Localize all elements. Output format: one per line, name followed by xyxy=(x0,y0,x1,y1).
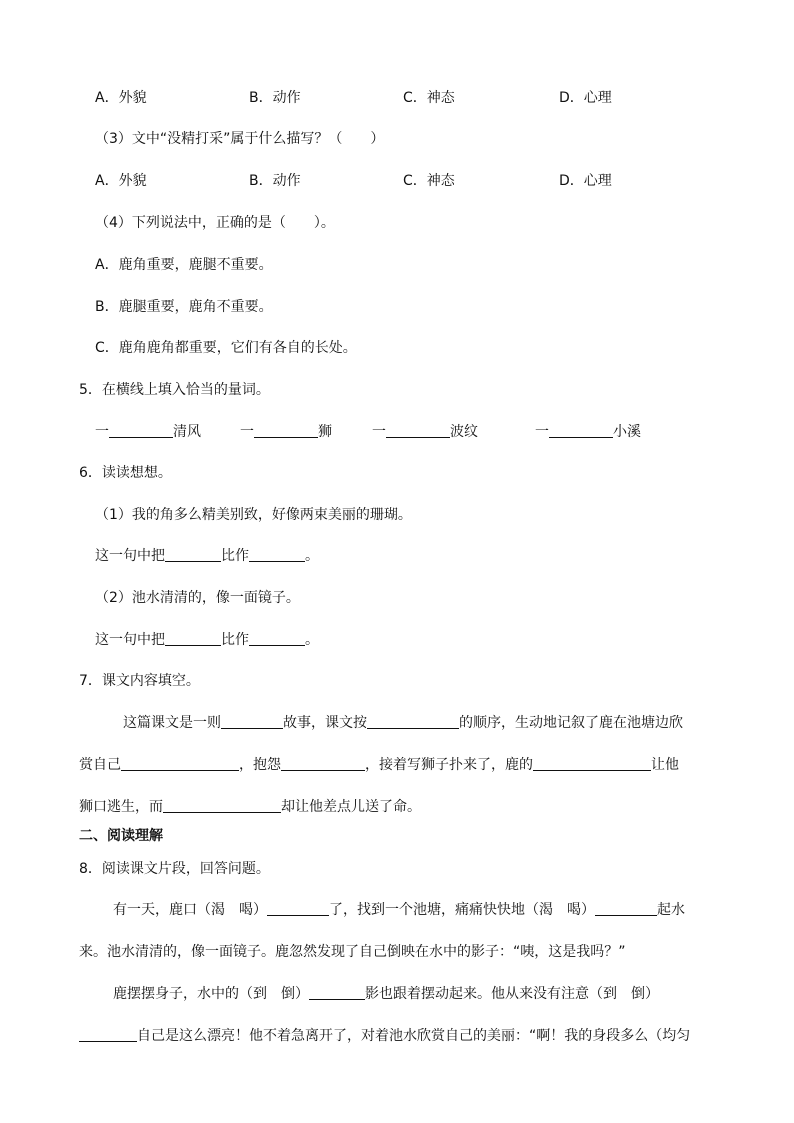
q4-2-option-b[interactable]: B．动作 xyxy=(249,90,301,106)
q4-2-option-d[interactable]: D．心理 xyxy=(559,90,612,106)
q8-blank-4[interactable] xyxy=(79,1027,137,1042)
q4-3-option-a[interactable]: A．外貌 xyxy=(95,173,147,189)
q4-3-option-b[interactable]: B．动作 xyxy=(249,173,301,189)
q6-2-blank-a[interactable] xyxy=(165,631,221,646)
q6-fill-2: 这一句中把 比作 。 xyxy=(95,632,319,648)
q4-2-option-c[interactable]: C．神态 xyxy=(403,90,455,106)
q6-fill-1: 这一句中把 比作 。 xyxy=(95,548,319,564)
q5-blank-4[interactable] xyxy=(549,423,613,438)
q7-blank-5[interactable] xyxy=(533,756,651,771)
q8-para-line-4: 自己是这么漂亮！他不着急离开了，对着池水欣赏自己的美丽：“啊！我的身段多么（均匀 xyxy=(79,1026,690,1046)
q7-line-1: 这篇课文是一则 故事，课文按 的顺序，生动地记叙了鹿在池塘边欣 xyxy=(123,715,683,731)
q5-item-3: 一 波纹 xyxy=(372,424,478,440)
q7-line-3: 狮口逃生，而 却让他差点儿送了命。 xyxy=(79,799,421,815)
q7-blank-4[interactable] xyxy=(281,756,365,771)
q7-blank-3[interactable] xyxy=(121,756,239,771)
section-2-title: 二、阅读理解 xyxy=(79,828,163,844)
q7-line-2: 赏自己 ，抱怨 ，接着写狮子扑来了，鹿的 让他 xyxy=(79,757,679,773)
q6-2-blank-b[interactable] xyxy=(249,631,305,646)
q6-sentence-2: （2）池水清清的，像一面镜子。 xyxy=(95,590,300,606)
q7-blank-1[interactable] xyxy=(221,714,283,729)
q8-para-line-1: 有一天，鹿口（渴 喝） 了，找到一个池塘，痛痛快快地（渴 喝） 起水 xyxy=(113,902,685,918)
q8-blank-3[interactable] xyxy=(309,985,365,1000)
q5-item-1: 一 清风 xyxy=(95,424,201,440)
q7-blank-6[interactable] xyxy=(163,798,281,813)
q7-title: 7．课文内容填空。 xyxy=(79,673,200,689)
q8-title: 8．阅读课文片段，回答问题。 xyxy=(79,861,270,877)
q5-item-2: 一 狮 xyxy=(240,424,332,440)
q8-para-line-2: 来。池水清清的，像一面镜子。鹿忽然发现了自己倒映在水中的影子：“咦，这是我吗？” xyxy=(79,944,626,960)
q6-1-blank-a[interactable] xyxy=(165,547,221,562)
q8-para-line-3: 鹿摆摆身子，水中的（到 倒） 影也跟着摆动起来。他从来没有注意（到 倒） xyxy=(113,986,659,1002)
q5-title: 5．在横线上填入恰当的量词。 xyxy=(79,382,270,398)
q4-3-option-c[interactable]: C．神态 xyxy=(403,173,455,189)
q4-3-question: （3）文中“没精打采”属于什么描写？（ ） xyxy=(95,131,385,147)
q7-blank-2[interactable] xyxy=(367,714,459,729)
q4-4-option-b[interactable]: B．鹿腿重要，鹿角不重要。 xyxy=(95,299,273,315)
q4-4-question: （4）下列说法中，正确的是（ ）。 xyxy=(95,215,335,231)
q8-blank-1[interactable] xyxy=(267,901,329,916)
q5-blank-1[interactable] xyxy=(109,423,173,438)
q4-3-option-d[interactable]: D．心理 xyxy=(559,173,612,189)
q5-blank-2[interactable] xyxy=(254,423,318,438)
q4-2-option-a[interactable]: A．外貌 xyxy=(95,90,147,106)
q8-blank-2[interactable] xyxy=(595,901,657,916)
q5-item-4: 一 小溪 xyxy=(535,424,641,440)
q4-4-option-a[interactable]: A．鹿角重要，鹿腿不重要。 xyxy=(95,257,273,273)
q6-1-blank-b[interactable] xyxy=(249,547,305,562)
q5-blank-3[interactable] xyxy=(386,423,450,438)
q6-sentence-1: （1）我的角多么精美别致，好像两束美丽的珊瑚。 xyxy=(95,507,412,523)
q6-title: 6．读读想想。 xyxy=(79,465,172,481)
q4-4-option-c[interactable]: C．鹿角鹿角都重要，它们有各自的长处。 xyxy=(95,340,357,356)
